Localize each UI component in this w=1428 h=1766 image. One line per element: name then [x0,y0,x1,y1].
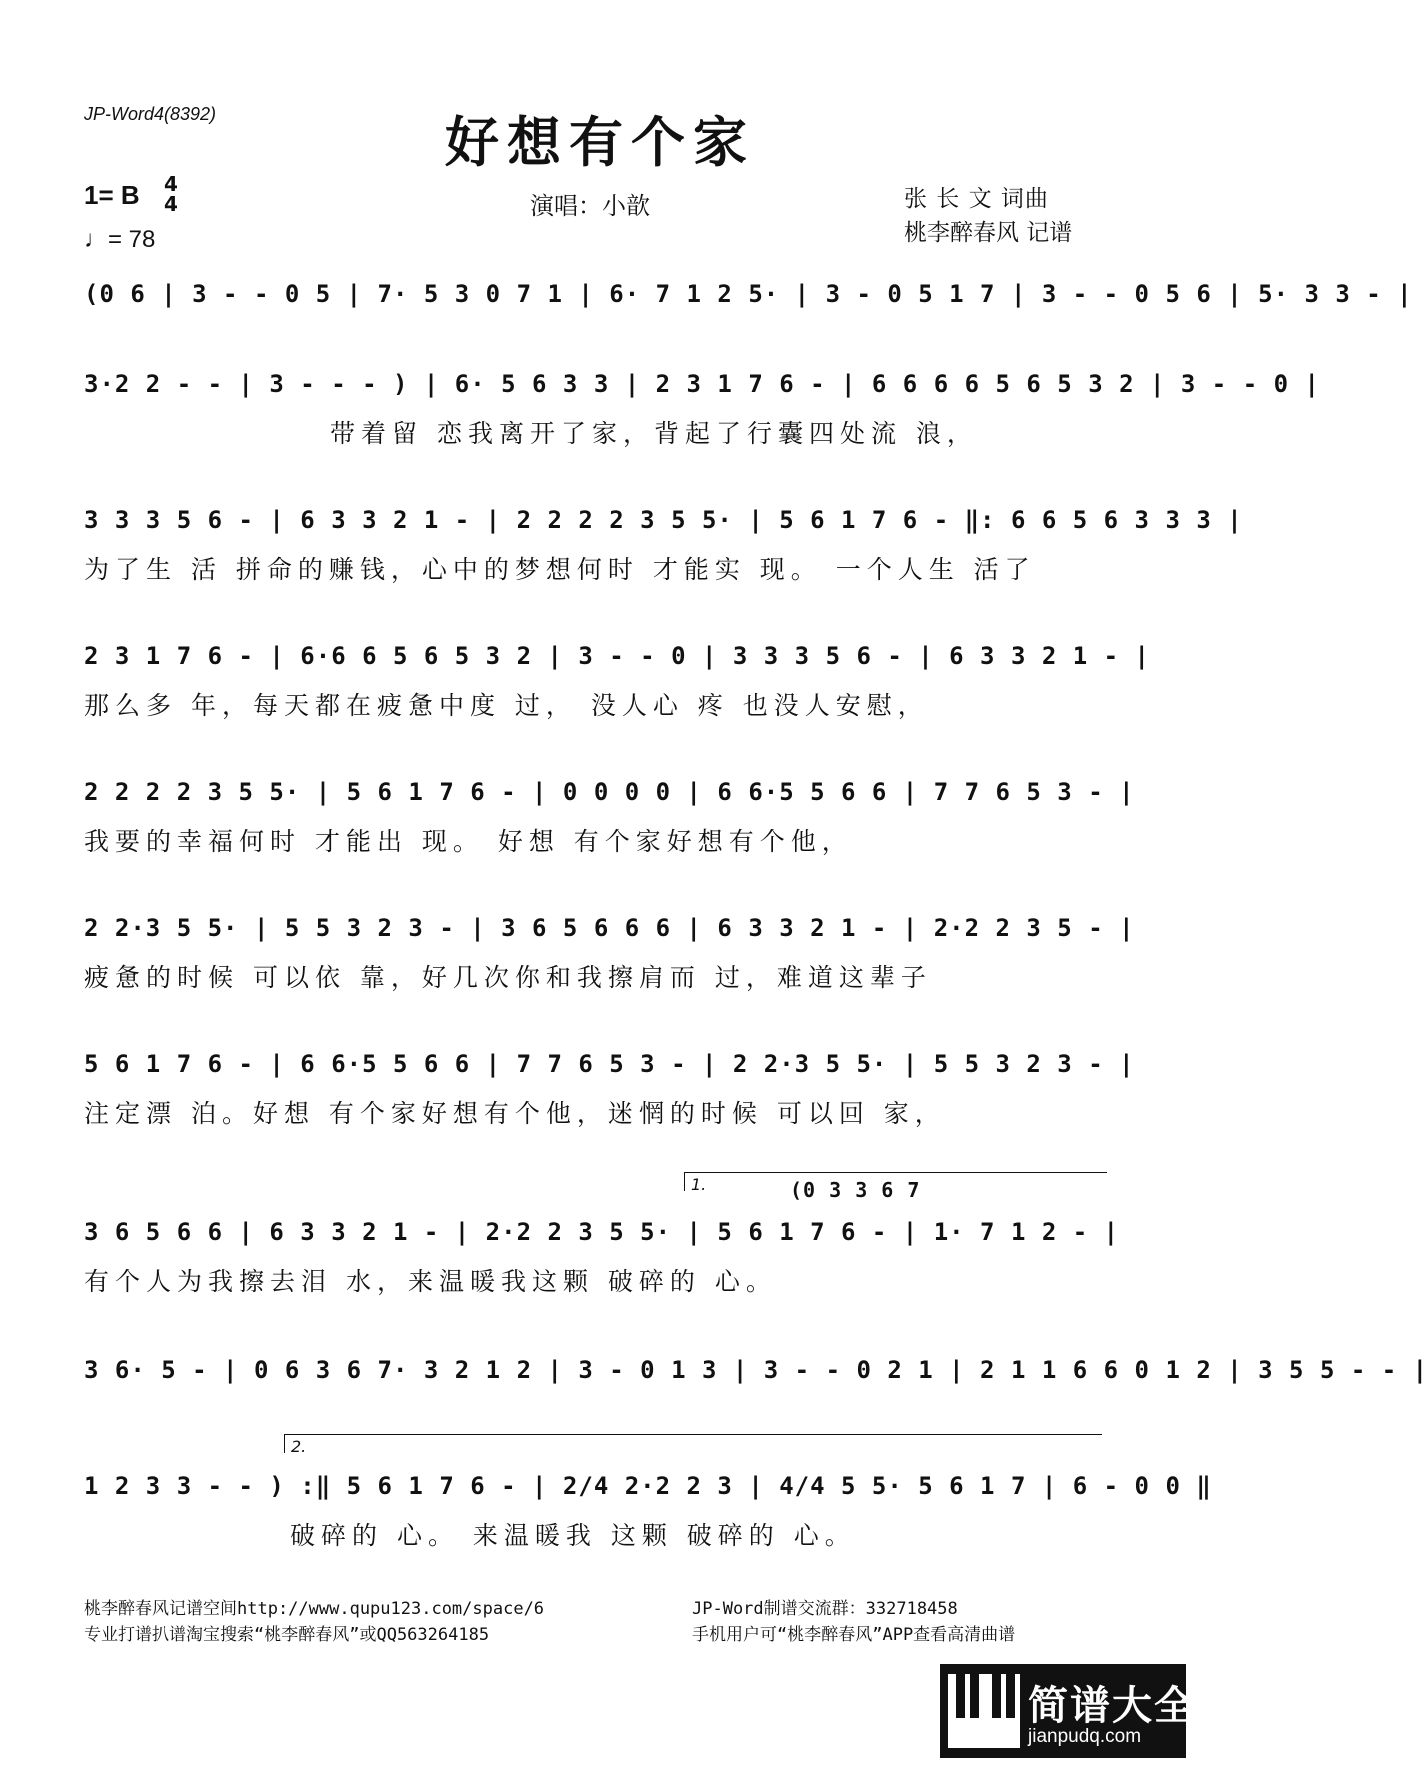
score-line-7-lyrics: 注定漂 泊。好想 有个家好想有个他，迷惘的时候 可以回 家， [84,1099,946,1128]
time-signature-top: 4 [164,172,178,196]
score-line-10-notes: 1 2 3 3 - - ) :‖ 5 6 1 7 6 - | 2/4 2·2 2 3 | 4/4 5 5· 5 6 1 7 | 6 - 0 0 ‖ [84,1472,1212,1500]
score-line-8-lyrics: 有个人为我擦去泪 水，来温暖我这颗 破碎的 心。 [84,1267,777,1296]
singer-credit: 演唱：小歆 [530,192,650,220]
score-line-10-lyrics: 破碎的 心。 来温暖我 这颗 破碎的 心。 [290,1521,856,1550]
site-logo [940,1664,1196,1758]
score-line-9-notes: 3 6· 5 - | 0 6 3 6 7· 3 2 1 2 | 3 - 0 1 3 | 3 - - 0 2 1 | 2 1 1 6 6 0 1 2 | 3 5 5 - - | [84,1356,1428,1384]
score-line-2-lyrics: 带着留 恋我离开了家，背起了行囊四处流 浪， [330,419,978,448]
score-line-4-notes: 2 3 1 7 6 - | 6·6 6 5 6 5 3 2 | 3 - - 0 | 3 3 3 5 6 - | 6 3 3 2 1 - | [84,642,1150,670]
footer-website: 桃李醉春风记谱空间http://www.qupu123.com/space/6 [84,1599,545,1619]
score-line-5-lyrics: 我要的幸福何时 才能出 现。 好想 有个家好想有个他， [84,827,853,856]
footer-group: JP-Word制谱交流群：332718458 [692,1599,958,1619]
time-signature-bottom: 4 [164,192,178,216]
song-title: 好想有个家 [445,110,755,174]
score-line-6-lyrics: 疲惫的时候 可以依 靠，好几次你和我擦肩而 过，难道这辈子 [84,963,932,992]
score-line-3-notes: 3 3 3 5 6 - | 6 3 3 2 1 - | 2 2 2 2 3 5 5· | 5 6 1 7 6 - ‖: 6 6 5 6 3 3 3 | [84,506,1243,534]
composer-credit: 张 长 文 词曲 [904,186,1049,212]
key-signature: 1= B [84,180,140,210]
score-line-5-notes: 2 2 2 2 3 5 5· | 5 6 1 7 6 - | 0 0 0 0 | 6 6·5 5 6 6 | 7 7 6 5 3 - | [84,778,1135,806]
software-label: JP-Word4(8392) [84,104,217,124]
score-line-1-notes: (0 6 | 3 - - 0 5 | 7· 5 3 0 7 1 | 6· 7 1 2 5· | 3 - 0 5 1 7 | 3 - - 0 5 6 | 5· 3 3 - | [84,280,1413,308]
score-line-7-notes: 5 6 1 7 6 - | 6 6·5 5 6 6 | 7 7 6 5 3 - | 2 2·3 5 5· | 5 5 3 2 3 - | [84,1050,1135,1078]
volta-bracket-2: 2. [284,1434,1102,1453]
score-line-2-notes: 3·2 2 - - | 3 - - - ) | 6· 5 6 3 3 | 2 3 1 7 6 - | 6 6 6 6 5 6 5 3 2 | 3 - - 0 | [84,370,1320,398]
tempo-marking: ♩= 78 [84,226,156,253]
time-signature [164,174,178,214]
footer-contact: 专业打谱扒谱淘宝搜索“桃李醉春风”或QQ563264185 [84,1625,490,1645]
volta-bracket-1: 1. [684,1172,1107,1191]
footer-app-note: 手机用户可“桃李醉春风”APP查看高清曲谱 [692,1625,1016,1645]
score-line-4-lyrics: 那么多 年，每天都在疲惫中度 过， 没人心 疼 也没人安慰， [84,691,929,720]
score-line-3-lyrics: 为了生 活 拼命的赚钱，心中的梦想何时 才能实 现。 一个人生 活了 [84,555,1036,584]
footer-right [692,1596,1015,1648]
logo-url: jianpudq.com [1028,1726,1142,1747]
piano-keys-icon [948,1674,1020,1748]
transcriber-credit: 桃李醉春风 记谱 [904,220,1073,246]
score-line-8-notes: 3 6 5 6 6 | 6 3 3 2 1 - | 2·2 2 3 5 5· | 5 6 1 7 6 - | 1· 7 1 2 - | [84,1218,1120,1246]
logo-text: 简谱大全 [1028,1683,1196,1729]
score-line-8-upper-notes: (0 3 3 6 7 [790,1178,921,1202]
score-line-6-notes: 2 2·3 5 5· | 5 5 3 2 3 - | 3 6 5 6 6 6 | 6 3 3 2 1 - | 2·2 2 3 5 - | [84,914,1135,942]
footer-left [84,1596,544,1648]
